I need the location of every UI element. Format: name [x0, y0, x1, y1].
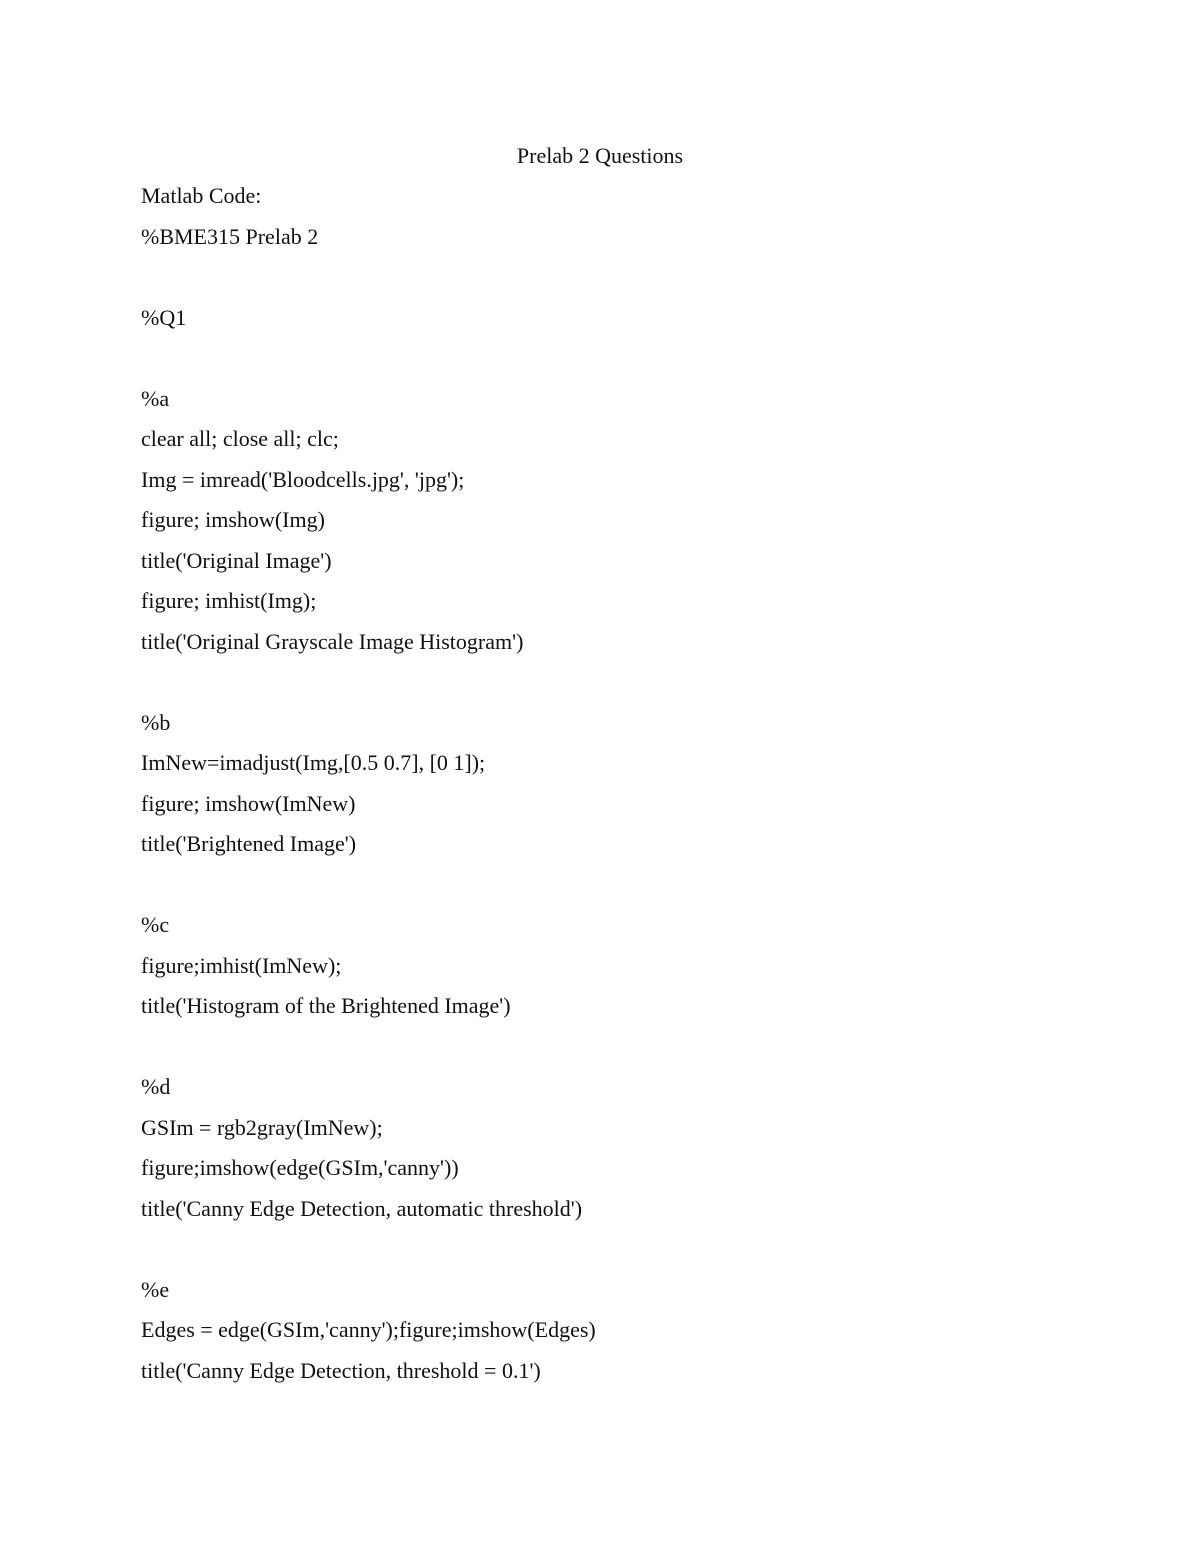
blank-line — [141, 1233, 1141, 1274]
blank-line — [141, 666, 1141, 707]
text-line: clear all; close all; clc; — [141, 426, 339, 451]
text-line: Matlab Code: — [141, 183, 262, 208]
blank-line — [141, 1031, 1141, 1072]
text-line: title('Canny Edge Detection, automatic threshold') — [141, 1195, 583, 1221]
text-line: title('Brightened Image') — [141, 831, 357, 856]
text-line: figure;imhist(ImNew); — [141, 952, 342, 978]
text-line: %e — [141, 1276, 170, 1302]
blank-line — [141, 869, 1141, 910]
text-line: figure; imshow(Img) — [141, 507, 325, 532]
code-listing — [141, 180, 1141, 1395]
text-line: %b — [141, 709, 171, 735]
text-line: GSIm = rgb2gray(ImNew); — [141, 1114, 383, 1140]
text-line: figure; imshow(ImNew) — [141, 790, 356, 816]
blank-line — [141, 342, 1141, 383]
text-line: %a — [141, 385, 170, 411]
text-line: title('Original Grayscale Image Histogram') — [141, 628, 524, 654]
text-line: figure;imshow(edge(GSIm,'canny')) — [141, 1155, 459, 1180]
text-line: ImNew=imadjust(Img,[0.5 0.7], [0 1]); — [141, 750, 486, 775]
text-line: %c — [141, 912, 170, 937]
text-line: figure; imhist(Img); — [141, 588, 317, 613]
document-title: Prelab 2 Questions — [516, 143, 684, 168]
text-line: title('Canny Edge Detection, threshold = 0.1') — [141, 1357, 541, 1383]
text-line: %Q1 — [141, 304, 187, 330]
blank-line — [141, 261, 1141, 302]
text-line: title('Original Image') — [141, 547, 332, 573]
text-line: Img = imread('Bloodcells.jpg', 'jpg'); — [141, 466, 465, 492]
text-line: %BME315 Prelab 2 — [141, 223, 319, 249]
text-line: %d — [141, 1074, 171, 1099]
text-line: Edges = edge(GSIm,'canny');figure;imshow(Edges) — [141, 1317, 596, 1342]
text-line: title('Histogram of the Brightened Image') — [141, 993, 511, 1018]
